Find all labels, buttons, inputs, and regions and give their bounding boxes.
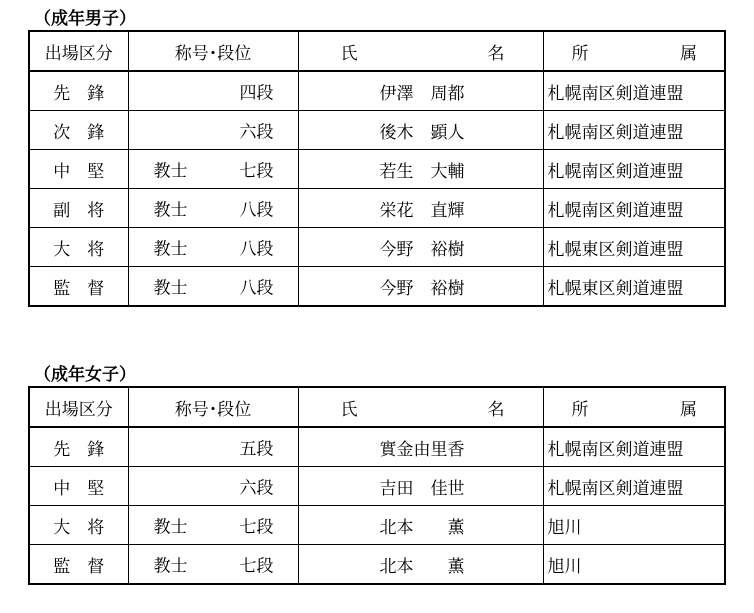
- position-cell: 監 督: [29, 267, 128, 307]
- position-cell: 先 鋒: [29, 427, 128, 467]
- table-header-row: [29, 387, 725, 427]
- name-cell: 伊澤 周都: [298, 71, 543, 111]
- position-cell: 大 将: [29, 228, 128, 267]
- rank-label: 七段: [239, 517, 274, 538]
- table-row: [29, 71, 725, 111]
- women-section-title: （成年女子）: [34, 365, 136, 385]
- title-rank-cell: [128, 506, 298, 545]
- title-label: 教士: [153, 161, 188, 182]
- table-row: [29, 545, 725, 585]
- name-cell: 今野 裕樹: [298, 228, 543, 267]
- men-section-title: （成年男子）: [34, 9, 136, 29]
- header-name: 氏 名: [298, 387, 543, 427]
- affiliation-cell: 札幌南区剣道連盟: [543, 111, 725, 150]
- title-label: 教士: [153, 200, 188, 221]
- affiliation-cell: 札幌東区剣道連盟: [543, 267, 725, 307]
- table-row: [29, 189, 725, 228]
- table-row: [29, 506, 725, 545]
- name-cell: 栄花 直輝: [298, 189, 543, 228]
- title-rank-cell: [128, 71, 298, 111]
- rank-label: 八段: [239, 278, 274, 299]
- header-affiliation: 所 属: [543, 387, 725, 427]
- header-position: 出場区分: [29, 387, 128, 427]
- title-rank-cell: [128, 189, 298, 228]
- table-row: [29, 267, 725, 307]
- rank-label: 六段: [239, 478, 274, 499]
- rank-label: 七段: [239, 556, 274, 577]
- header-affiliation: 所 属: [543, 31, 725, 71]
- name-cell: 今野 裕樹: [298, 267, 543, 307]
- title-label: 教士: [153, 239, 188, 260]
- rank-label: 五段: [239, 439, 274, 460]
- position-cell: 先 鋒: [29, 71, 128, 111]
- table-header-row: [29, 31, 725, 71]
- rank-label: 八段: [239, 239, 274, 260]
- title-rank-cell: [128, 150, 298, 189]
- table-row: [29, 427, 725, 467]
- position-cell: 中 堅: [29, 467, 128, 506]
- name-cell: 吉田 佳世: [298, 467, 543, 506]
- title-rank-cell: [128, 228, 298, 267]
- affiliation-cell: 札幌東区剣道連盟: [543, 228, 725, 267]
- women-rows: [29, 427, 725, 584]
- affiliation-cell: 札幌南区剣道連盟: [543, 150, 725, 189]
- title-label: 教士: [153, 556, 188, 577]
- rank-label: 四段: [239, 83, 274, 104]
- name-cell: 若生 大輔: [298, 150, 543, 189]
- rank-label: 六段: [239, 122, 274, 143]
- affiliation-cell: 札幌南区剣道連盟: [543, 427, 725, 467]
- title-label: 教士: [153, 517, 188, 538]
- header-title-rank: 称号･段位: [128, 387, 298, 427]
- affiliation-cell: 旭川: [543, 506, 725, 545]
- title-rank-cell: [128, 467, 298, 506]
- header-name: 氏 名: [298, 31, 543, 71]
- affiliation-cell: 札幌南区剣道連盟: [543, 189, 725, 228]
- table-row: [29, 111, 725, 150]
- affiliation-cell: 旭川: [543, 545, 725, 585]
- men-rows: [29, 71, 725, 306]
- position-cell: 大 将: [29, 506, 128, 545]
- title-rank-cell: [128, 111, 298, 150]
- title-rank-cell: [128, 427, 298, 467]
- table-row: [29, 150, 725, 189]
- name-cell: 後木 顕人: [298, 111, 543, 150]
- name-cell: 北本 薫: [298, 506, 543, 545]
- title-rank-cell: [128, 267, 298, 307]
- position-cell: 副 将: [29, 189, 128, 228]
- position-cell: 監 督: [29, 545, 128, 585]
- affiliation-cell: 札幌南区剣道連盟: [543, 467, 725, 506]
- name-cell: 實金由里香: [298, 427, 543, 467]
- men-roster-table: [28, 30, 726, 307]
- position-cell: 中 堅: [29, 150, 128, 189]
- affiliation-cell: 札幌南区剣道連盟: [543, 71, 725, 111]
- position-cell: 次 鋒: [29, 111, 128, 150]
- name-cell: 北本 薫: [298, 545, 543, 585]
- title-label: 教士: [153, 278, 188, 299]
- rank-label: 八段: [239, 200, 274, 221]
- table-row: [29, 467, 725, 506]
- title-rank-cell: [128, 545, 298, 585]
- rank-label: 七段: [239, 161, 274, 182]
- table-row: [29, 228, 725, 267]
- header-position: 出場区分: [29, 31, 128, 71]
- women-roster-table: [28, 386, 726, 585]
- header-title-rank: 称号･段位: [128, 31, 298, 71]
